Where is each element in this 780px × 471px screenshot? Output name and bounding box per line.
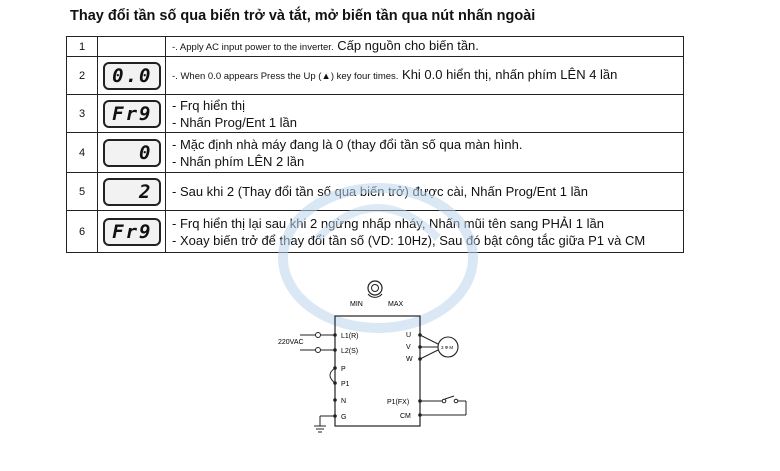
step-number: 3 (67, 95, 98, 133)
table-row (67, 57, 684, 95)
terminal-label: G (341, 414, 347, 421)
terminal-label: L1(R) (341, 333, 359, 340)
step-number: 6 (67, 211, 98, 253)
terminal-label: N (341, 398, 347, 405)
step-description (166, 95, 684, 133)
step-line: - Xoay biến trở để thay đổi tần số (VD: 10Hz), Sau đó bật công tắc giữa P1 và CM (172, 232, 646, 248)
lcd-display: Fr9 (103, 100, 161, 128)
terminal-label: L2(S) (341, 348, 359, 355)
step-description (166, 37, 684, 57)
step-text-en: -. Apply AC input power to the inverter. (172, 42, 334, 53)
step-text-vi: Cấp nguồn cho biến tần. (337, 38, 479, 53)
terminal-label: P1(FX) (387, 399, 410, 406)
knob-min-label: MIN (350, 301, 363, 308)
table-row (67, 173, 684, 211)
table-row (67, 133, 684, 173)
step-line: - Frq hiển thị lại sau khi 2 ngừng nhấp nháy, Nhấn mũi tên sang PHẢI 1 lần (172, 215, 604, 231)
step-line: - Mặc định nhà máy đang là 0 (thay đổi tần số qua màn hình. (172, 136, 523, 152)
wiring-diagram (270, 278, 490, 438)
terminal-label: V (406, 344, 411, 351)
step-line: - Nhấn Prog/Ent 1 lần (172, 114, 298, 130)
lcd-display: 2 (103, 178, 161, 206)
step-line: - Frq hiển thị (172, 97, 245, 113)
potentiometer-icon (368, 281, 382, 297)
display-cell (98, 57, 166, 95)
step-description (166, 211, 684, 253)
lcd-display: 0.0 (103, 62, 161, 90)
lcd-display: Fr9 (103, 218, 161, 246)
step-line: - Nhấn phím LÊN 2 lần (172, 153, 305, 169)
supply-label: 220VAC (278, 339, 304, 346)
step-description (166, 133, 684, 173)
step-text-vi: Khi 0.0 hiển thị, nhấn phím LÊN 4 lần (402, 67, 618, 82)
step-text-en: -. When 0.0 appears Press the Up (▲) key four times. (172, 71, 399, 82)
terminal-label: P1 (341, 381, 350, 388)
display-cell (98, 37, 166, 57)
step-number: 4 (67, 133, 98, 173)
knob-max-label: MAX (388, 301, 404, 308)
step-number: 2 (67, 57, 98, 95)
display-cell (98, 173, 166, 211)
step-number: 5 (67, 173, 98, 211)
step-line: - Sau khi 2 (Thay đổi tần số qua biến trở) được cài, Nhấn Prog/Ent 1 lần (172, 184, 588, 199)
step-description (166, 173, 684, 211)
page-title: Thay đổi tần số qua biến trở và tắt, mở biến tần qua nút nhấn ngoài (70, 8, 536, 24)
display-cell (98, 95, 166, 133)
motor-icon (438, 337, 458, 357)
table-row (67, 95, 684, 133)
left-terminals (333, 333, 358, 421)
terminal-label: W (406, 356, 413, 363)
terminal-label: CM (400, 413, 411, 420)
table-row (67, 211, 684, 253)
right-terminals (387, 332, 422, 420)
display-cell (98, 211, 166, 253)
table-row (67, 37, 684, 57)
display-cell (98, 133, 166, 173)
step-number: 1 (67, 37, 98, 57)
lcd-display: 0 (103, 139, 161, 167)
terminal-label: U (406, 332, 412, 339)
step-description (166, 57, 684, 95)
steps-table (66, 36, 684, 253)
motor-label: 3 Ф M (441, 345, 454, 350)
terminal-label: P (341, 366, 346, 373)
